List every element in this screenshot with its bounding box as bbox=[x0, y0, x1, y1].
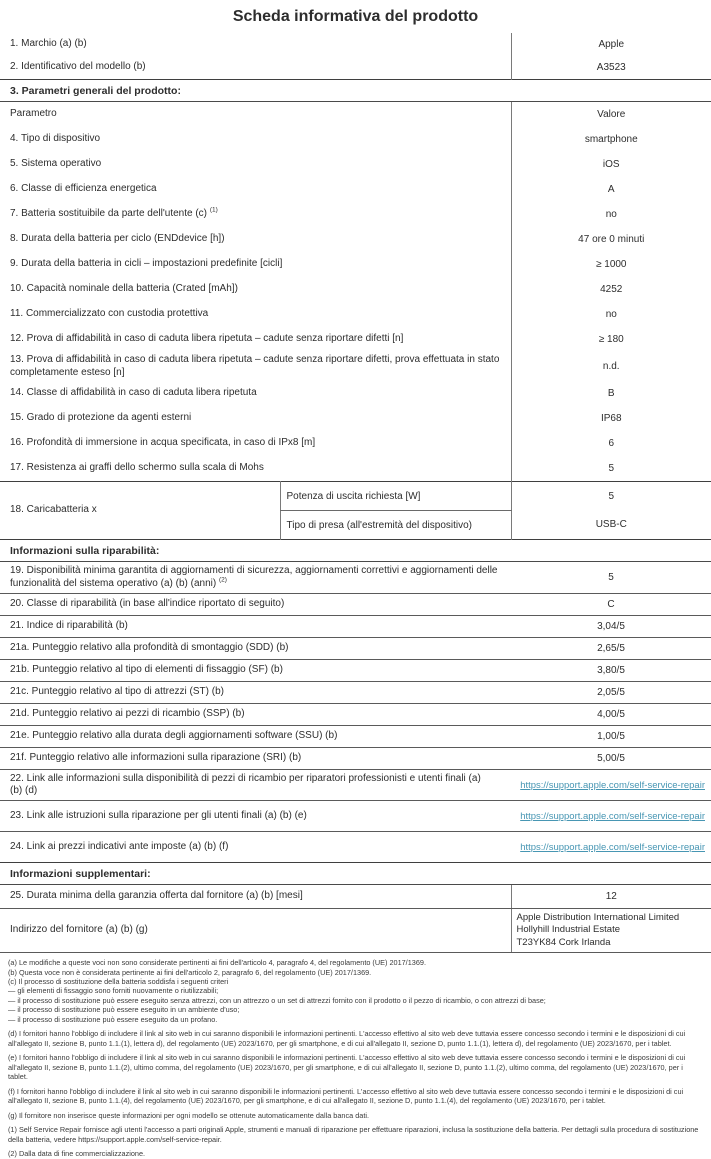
row-value: ≥ 1000 bbox=[595, 259, 627, 270]
row-label: 9. Durata della batteria in cicli – impostazioni predefinite [cicli] bbox=[0, 252, 511, 277]
table-row bbox=[0, 227, 711, 252]
table-row bbox=[0, 704, 711, 726]
table-row bbox=[0, 102, 711, 127]
footnote: — il processo di sostituzione può essere eseguito in un ambiente d'uso; bbox=[8, 1005, 240, 1015]
row-label: 8. Durata della batteria per ciclo (ENDdevice [h]) bbox=[0, 227, 511, 252]
links-table bbox=[0, 770, 711, 863]
footnote: (2) Dalla data di fine commercializzazione. bbox=[8, 1149, 146, 1159]
table-row bbox=[0, 562, 711, 594]
footnote: (a) Le modifiche a queste voci non sono considerate pertinenti ai fini dell'articolo 4, paragrafo 4, del regolamento (UE) 2017/1369. bbox=[8, 958, 426, 968]
footnote-ref-1: (1) bbox=[209, 206, 218, 214]
table-row bbox=[0, 482, 711, 511]
row-value: 1,00/5 bbox=[511, 726, 711, 748]
row-value: iOS bbox=[602, 159, 620, 170]
footnotes bbox=[0, 953, 711, 1159]
table-row bbox=[0, 801, 711, 832]
section-header-general: 3. Parametri generali del prodotto: bbox=[0, 80, 711, 102]
supplier-address-line: Apple Distribution International Limited bbox=[516, 912, 680, 923]
row-value: 2,05/5 bbox=[511, 682, 711, 704]
row-label: Indirizzo del fornitore (a) (b) (g) bbox=[0, 909, 511, 953]
table-row bbox=[0, 748, 711, 770]
table-row bbox=[0, 327, 711, 352]
table-row bbox=[0, 726, 711, 748]
table-row bbox=[0, 127, 711, 152]
row-label: 20. Classe di riparabilità (in base all'indice riportato di seguito) bbox=[0, 594, 511, 616]
row-value: A3523 bbox=[596, 62, 626, 73]
table-row bbox=[0, 616, 711, 638]
row-value: smartphone bbox=[584, 134, 638, 145]
row-label: 6. Classe di efficienza energetica bbox=[0, 177, 511, 202]
row-value: 2,65/5 bbox=[511, 638, 711, 660]
row-value: B bbox=[607, 388, 615, 399]
row-value: ≥ 180 bbox=[598, 334, 624, 345]
table-row bbox=[0, 832, 711, 863]
table-row bbox=[0, 302, 711, 327]
section-header-supplementary: Informazioni supplementari: bbox=[0, 863, 711, 885]
row-value: 47 ore 0 minuti bbox=[578, 234, 645, 245]
indicative-prices-link[interactable]: https://support.apple.com/self-service-repair bbox=[520, 841, 705, 853]
footnote-ref-2: (2) bbox=[219, 576, 227, 584]
table-row bbox=[0, 660, 711, 682]
table-row bbox=[0, 352, 711, 381]
row-label: 22. Link alle informazioni sulla disponibilità di pezzi di ricambio per riparatori professionisti e utenti finali (a) (b) (d) bbox=[0, 770, 495, 801]
footnote: (e) I fornitori hanno l'obbligo di includere il link al sito web in cui saranno disponibili le informazioni pertinenti. L'accesso effettivo al sito web deve tuttavia essere concesso secondo i termini e le disposizioni di cui all'allegato II, sezione B, punto 1.1.(2), ultimo comma, del regolamento (UE) 2023/1670, per gli smartphone, e di cui all'allegato II, sezione D, punto 1.1.(2), ultimo comma, del regolamento (UE) 2023/1670, per i tablet. bbox=[8, 1053, 686, 1082]
footnote: (f) I fornitori hanno l'obbligo di includere il link al sito web in cui saranno disponibili le informazioni pertinenti. L'accesso effettivo al sito web deve tuttavia essere concesso secondo i termini e le disposizioni di cui all'allegato II, sezione B, punto 1.1.(4), del regolamento (UE) 2023/1670, per gli smartphone, e di cui all'allegato II, sezione D, punto 1.1.(4), del regolamento (UE) 2023/1670, per i tablet. bbox=[8, 1086, 684, 1106]
row-label: 21e. Punteggio relativo alla durata degli aggiornamenti software (SSU) (b) bbox=[0, 726, 511, 748]
repair-instructions-link[interactable]: https://support.apple.com/self-service-repair bbox=[520, 810, 705, 822]
table-row bbox=[0, 682, 711, 704]
row-label: 23. Link alle istruzioni sulla riparazione per gli utenti finali (a) (b) (e) bbox=[0, 801, 495, 832]
footnote: — il processo di sostituzione può essere eseguito senza attrezzi, con un attrezzo o un set di attrezzi fornito con il prodotto o il pezzo di ricambio, o con attrezzi di base; bbox=[8, 995, 546, 1005]
table-row bbox=[0, 456, 711, 481]
row-label: 25. Durata minima della garanzia offerta dal fornitore (a) (b) [mesi] bbox=[0, 885, 511, 909]
row-value bbox=[495, 801, 711, 832]
table-row bbox=[0, 202, 711, 227]
row-value: 5 bbox=[511, 562, 711, 594]
row-label: 17. Resistenza ai graffi dello schermo sulla scala di Mohs bbox=[0, 456, 511, 481]
table-row bbox=[0, 885, 711, 909]
row-label: 5. Sistema operativo bbox=[0, 152, 511, 177]
row-value: 12 bbox=[511, 885, 711, 909]
row-value: Apple bbox=[598, 39, 625, 50]
row-label: 7. Batteria sostituibile da parte dell'utente (c) $^{(1)}$ bbox=[0, 202, 511, 227]
footnote: (c) Il processo di sostituzione della batteria soddisfa i seguenti criteri bbox=[8, 977, 229, 986]
row-value: 4,00/5 bbox=[511, 704, 711, 726]
row-label: 21c. Punteggio relativo al tipo di attrezzi (ST) (b) bbox=[0, 682, 511, 704]
row-label: 21a. Punteggio relativo alla profondità di smontaggio (SDD) (b) bbox=[0, 638, 511, 660]
row-label: 14. Classe di affidabilità in caso di caduta libera ripetuta bbox=[0, 381, 511, 406]
column-header-parameter: Parametro bbox=[0, 102, 511, 127]
row-label: 21b. Punteggio relativo al tipo di elementi di fissaggio (SF) (b) bbox=[0, 660, 511, 682]
row-value: n.d. bbox=[602, 361, 620, 372]
table-row bbox=[0, 909, 711, 953]
supplier-address bbox=[511, 909, 711, 953]
footnote: — il processo di sostituzione può essere eseguito da un profano. bbox=[8, 1014, 218, 1024]
footnote: — gli elementi di fissaggio sono forniti nuovamente o riutilizzabili; bbox=[8, 986, 219, 996]
row-label: 2. Identificativo del modello (b) bbox=[0, 56, 511, 80]
charger-table bbox=[0, 481, 711, 540]
table-row bbox=[0, 177, 711, 202]
table-row bbox=[0, 152, 711, 177]
table-row bbox=[0, 770, 711, 801]
row-value: C bbox=[511, 594, 711, 616]
supplementary-table bbox=[0, 885, 711, 953]
footnote: (g) Il fornitore non inserisce queste informazioni per ogni modello se ottenute automaticamente dalla banca dati. bbox=[8, 1110, 369, 1120]
table-row bbox=[0, 277, 711, 302]
table-row bbox=[0, 638, 711, 660]
section-header-repairability: Informazioni sulla riparabilità: bbox=[0, 540, 711, 562]
row-value: no bbox=[605, 209, 617, 220]
row-label: 21f. Punteggio relativo alle informazioni sulla riparazione (SRI) (b) bbox=[0, 748, 511, 770]
row-value: IP68 bbox=[600, 413, 622, 424]
row-label: 19. Disponibilità minima garantita di aggiornamenti di sicurezza, aggiornamenti correttivi e aggiornamenti delle funzionalità del sistema operativo (a) (b) (anni) $^{(2)}$ bbox=[0, 562, 511, 594]
row-value: 5 bbox=[608, 490, 615, 502]
row-value: 3,04/5 bbox=[511, 616, 711, 638]
row-label: 12. Prova di affidabilità in caso di caduta libera ripetuta – cadute senza riportare difetti [n] bbox=[0, 327, 511, 352]
repairability-table bbox=[0, 562, 711, 770]
column-header-value: Valore bbox=[597, 109, 626, 120]
row-value: 5,00/5 bbox=[511, 748, 711, 770]
row-value: USB-C bbox=[595, 519, 627, 531]
row-value: 6 bbox=[608, 438, 615, 449]
row-label: 10. Capacità nominale della batteria (Crated [mAh]) bbox=[0, 277, 511, 302]
row-value: 5 bbox=[608, 463, 615, 474]
row-value: A bbox=[607, 184, 615, 195]
row-label: 4. Tipo di dispositivo bbox=[0, 127, 511, 152]
row-label: 21d. Punteggio relativo ai pezzi di ricambio (SSP) (b) bbox=[0, 704, 511, 726]
row-label: 1. Marchio (a) (b) bbox=[0, 33, 511, 56]
table-row bbox=[0, 594, 711, 616]
supplier-address-line: Hollyhill Industrial Estate bbox=[516, 924, 620, 936]
row-sublabel: Tipo di presa (all'estremità del dispositivo) bbox=[280, 511, 511, 540]
row-value: no bbox=[605, 309, 617, 320]
footnote: (1) Self Service Repair fornisce agli utenti l'accesso a parti originali Apple, strumenti e manuali di riparazione per effettuare riparazioni, inclusa la sostituzione della batteria. Per dettagli sulla procedura di sostituzione della batteria, vedere https://support.apple.com/self-service-repair. bbox=[8, 1125, 699, 1144]
row-label: 24. Link ai prezzi indicativi ante imposte (a) (b) (f) bbox=[0, 832, 495, 863]
row-value bbox=[495, 770, 711, 801]
table-row bbox=[0, 56, 711, 80]
row-label: 21. Indice di riparabilità (b) bbox=[0, 616, 511, 638]
page-title: Scheda informativa del prodotto bbox=[232, 8, 479, 25]
row-value: 4252 bbox=[600, 284, 623, 295]
row-label: 15. Grado di protezione da agenti esterni bbox=[0, 406, 511, 431]
general-parameters-table bbox=[0, 102, 711, 481]
table-row bbox=[0, 406, 711, 431]
footnote: (b) Questa voce non è considerata pertinente ai fini dell'articolo 2, paragrafo 6, del regolamento (UE) 2017/1369. bbox=[8, 967, 372, 977]
row-label: 13. Prova di affidabilità in caso di caduta libera ripetuta – cadute senza riportare difetti, prova effettuata in stato completamente esteso [n] bbox=[0, 352, 511, 381]
brand-model-table bbox=[0, 33, 711, 80]
row-sublabel: Potenza di uscita richiesta [W] bbox=[280, 482, 511, 511]
table-row bbox=[0, 252, 711, 277]
row-label: 16. Profondità di immersione in acqua specificata, in caso di IPx8 [m] bbox=[0, 431, 511, 456]
footnote: (d) I fornitori hanno l'obbligo di includere il link al sito web in cui saranno disponibili le informazioni pertinenti. L'accesso effettivo al sito web deve tuttavia essere concesso secondo i termini e le disposizioni di cui all'allegato II, sezione B, punto 1.1.(1), lettera d), del regolamento (UE) 2023/1670, per gli smartphone, e di cui all'allegato II, sezione D, punto 1.1.(1), lettera d), del regolamento (UE) 2023/1670, per i tablet. bbox=[8, 1029, 686, 1048]
row-value: 3,80/5 bbox=[511, 660, 711, 682]
table-row bbox=[0, 381, 711, 406]
supplier-address-line: T23YK84 Cork Irlanda bbox=[516, 936, 611, 948]
row-label: 11. Commercializzato con custodia protettiva bbox=[0, 302, 511, 327]
spare-parts-link[interactable]: https://support.apple.com/self-service-repair bbox=[520, 779, 705, 791]
table-row bbox=[0, 431, 711, 456]
table-row bbox=[0, 33, 711, 56]
row-label: 18. Caricabatteria x bbox=[10, 504, 97, 516]
row-value bbox=[495, 832, 711, 863]
